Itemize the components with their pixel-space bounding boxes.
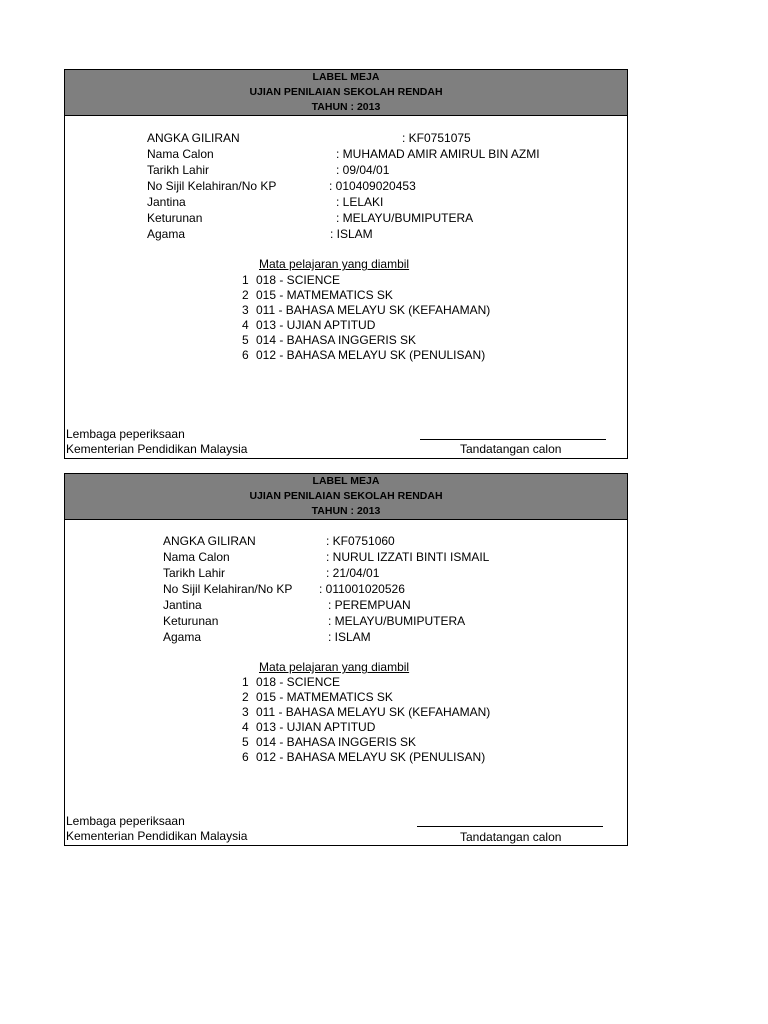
exam-label-card (64, 473, 628, 846)
subject-number: 3 (242, 303, 249, 317)
field-no-sijil (163, 581, 623, 597)
subject-number: 4 (242, 318, 249, 332)
footer-issuer-line1: Lembaga peperiksaan (66, 814, 185, 828)
subject-number: 2 (242, 288, 249, 302)
subject-number: 5 (242, 333, 249, 347)
subject-name: 012 - BAHASA MELAYU SK (PENULISAN) (256, 348, 486, 362)
field-jantina (163, 597, 623, 613)
footer-issuer-line2: Kementerian Pendidikan Malaysia (66, 442, 248, 456)
subject-name: 013 - UJIAN APTITUD (256, 318, 376, 332)
field-value: : MUHAMAD AMIR AMIRUL BIN AZMI (336, 147, 540, 161)
field-keturunan (163, 613, 623, 629)
field-label: No Sijil Kelahiran/No KP (163, 582, 293, 596)
field-nama-calon (163, 549, 623, 565)
subject-number: 3 (242, 705, 249, 719)
field-label: Keturunan (163, 614, 219, 628)
field-value: : 09/04/01 (336, 163, 390, 177)
subject-item (242, 348, 485, 363)
field-value: : MELAYU/BUMIPUTERA (328, 614, 466, 628)
field-tarikh-lahir (147, 162, 627, 178)
subject-number: 6 (242, 750, 249, 764)
subject-name: 018 - SCIENCE (256, 675, 341, 689)
header-exam-name: UJIAN PENILAIAN SEKOLAH RENDAH (249, 86, 443, 98)
header-year: TAHUN : 2013 (311, 101, 381, 113)
footer-issuer-line2: Kementerian Pendidikan Malaysia (66, 829, 248, 843)
subject-name: 014 - BAHASA INGGERIS SK (256, 735, 417, 749)
subjects-title: Mata pelajaran yang diambil (259, 660, 410, 674)
field-label: Agama (147, 227, 186, 241)
field-value: : PEREMPUAN (328, 598, 411, 612)
subject-item (242, 273, 340, 288)
signature-label: Tandatangan calon (460, 442, 562, 456)
subject-item (242, 735, 416, 750)
field-value: : MELAYU/BUMIPUTERA (336, 211, 474, 225)
exam-label-card (64, 69, 628, 459)
field-keturunan (147, 210, 627, 226)
field-label: Tarikh Lahir (147, 163, 210, 177)
signature-line (420, 439, 606, 440)
subject-number: 1 (242, 273, 249, 287)
field-label: Jantina (163, 598, 202, 612)
subject-name: 011 - BAHASA MELAYU SK (KEFAHAMAN) (256, 303, 491, 317)
signature-line (417, 826, 603, 827)
field-value: : ISLAM (328, 630, 371, 644)
field-value: : ISLAM (330, 227, 373, 241)
subject-number: 2 (242, 690, 249, 704)
footer-issuer-line1: Lembaga peperiksaan (66, 427, 185, 441)
subject-number: 4 (242, 720, 249, 734)
subject-item (242, 690, 393, 705)
field-label: Keturunan (147, 211, 203, 225)
field-agama (163, 629, 623, 645)
field-value: : NURUL IZZATI BINTI ISMAIL (326, 550, 490, 564)
field-value: : KF0751075 (402, 131, 471, 145)
field-label: Agama (163, 630, 202, 644)
field-value: : 21/04/01 (326, 566, 380, 580)
subject-number: 6 (242, 348, 249, 362)
subject-item (242, 303, 490, 318)
field-jantina (147, 194, 627, 210)
subject-item (242, 720, 375, 735)
subject-item (242, 675, 340, 690)
header-exam-name: UJIAN PENILAIAN SEKOLAH RENDAH (249, 490, 443, 502)
header-title: LABEL MEJA (312, 71, 380, 83)
field-angka-giliran (163, 533, 623, 549)
header-year: TAHUN : 2013 (311, 505, 381, 517)
field-agama (147, 226, 627, 242)
signature-label: Tandatangan calon (460, 830, 562, 844)
field-label: ANGKA GILIRAN (147, 131, 240, 145)
subject-name: 014 - BAHASA INGGERIS SK (256, 333, 417, 347)
subject-name: 018 - SCIENCE (256, 273, 341, 287)
subject-number: 5 (242, 735, 249, 749)
subject-item (242, 333, 416, 348)
label-header (65, 474, 627, 520)
field-tarikh-lahir (163, 565, 623, 581)
header-title: LABEL MEJA (312, 475, 380, 487)
field-angka-giliran (147, 130, 627, 146)
field-no-sijil (147, 178, 627, 194)
field-value: : 011001020526 (319, 582, 405, 596)
subject-item (242, 288, 393, 303)
field-label: Jantina (147, 195, 186, 209)
field-label: Tarikh Lahir (163, 566, 226, 580)
subject-number: 1 (242, 675, 249, 689)
field-value: : 010409020453 (329, 179, 416, 193)
subject-item (242, 705, 490, 720)
subject-item (242, 750, 485, 765)
subject-name: 012 - BAHASA MELAYU SK (PENULISAN) (256, 750, 486, 764)
field-label: Nama Calon (147, 147, 214, 161)
subject-item (242, 318, 375, 333)
subject-name: 015 - MATMEMATICS SK (256, 288, 393, 302)
subjects-title: Mata pelajaran yang diambil (259, 257, 410, 271)
field-label: ANGKA GILIRAN (163, 534, 256, 548)
label-header (65, 70, 627, 116)
subject-name: 011 - BAHASA MELAYU SK (KEFAHAMAN) (256, 705, 491, 719)
field-value: : LELAKI (336, 195, 384, 209)
field-label: No Sijil Kelahiran/No KP (147, 179, 277, 193)
subject-name: 015 - MATMEMATICS SK (256, 690, 393, 704)
subject-name: 013 - UJIAN APTITUD (256, 720, 376, 734)
field-nama-calon (147, 146, 627, 162)
field-label: Nama Calon (163, 550, 230, 564)
field-value: : KF0751060 (326, 534, 395, 548)
